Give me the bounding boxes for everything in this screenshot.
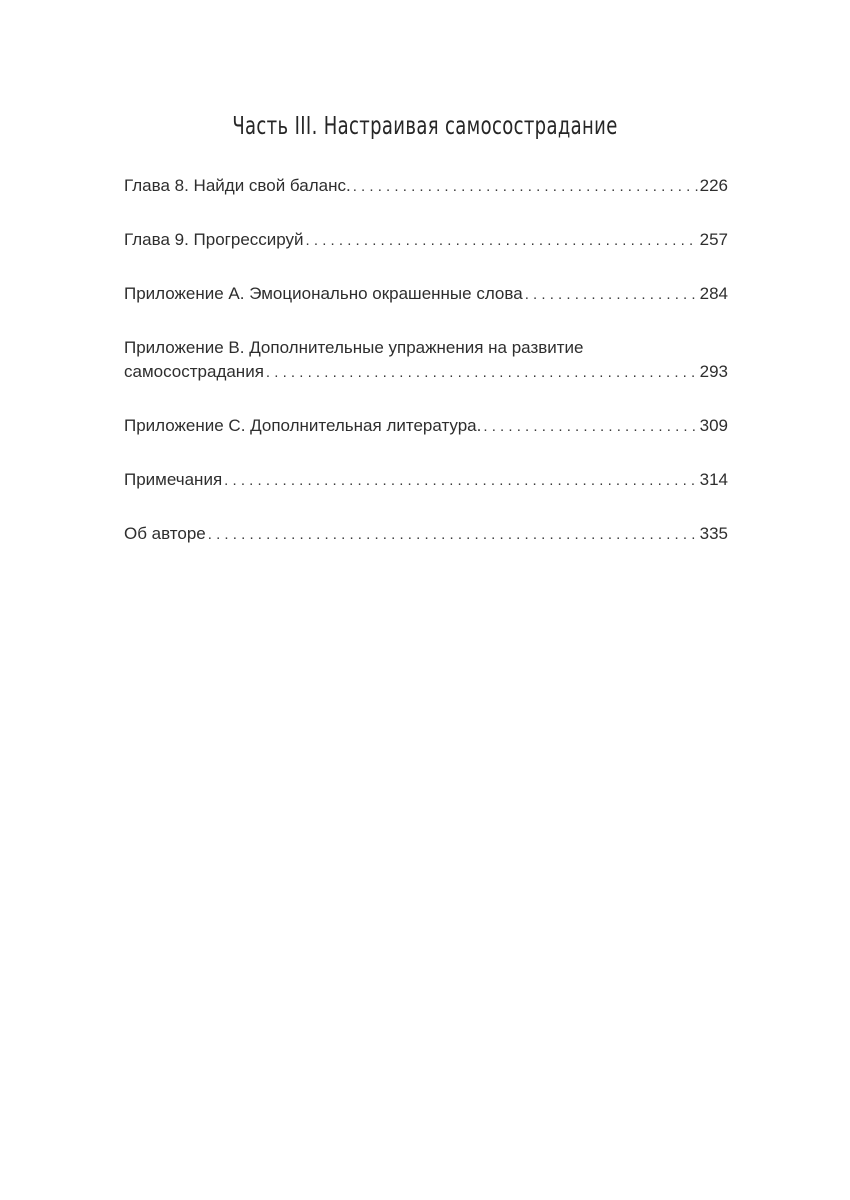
toc-entry-about-author[interactable] — [124, 523, 728, 545]
toc-entry-title: самосострадания — [124, 362, 264, 381]
toc-entry-title: Об авторе — [124, 524, 206, 543]
dot-leader — [353, 176, 698, 198]
toc-entry-title: Глава 9. Прогрессируй — [124, 230, 304, 249]
toc-page-number: 257 — [699, 230, 728, 249]
toc-entry-appendix-c[interactable] — [124, 415, 728, 437]
toc-entry-title: Глава 8. Найди свой баланс. — [124, 176, 351, 195]
dot-leader — [224, 470, 697, 492]
toc-page-number: 314 — [699, 470, 728, 489]
toc-entry-title: Примечания — [124, 470, 223, 489]
toc-page-number: 309 — [699, 416, 728, 435]
toc-page-number: 226 — [699, 176, 728, 195]
dot-leader — [483, 416, 697, 438]
toc-entry-title: Приложение А. Эмоционально окрашенные слова — [124, 284, 523, 303]
toc-page-number: 335 — [699, 524, 728, 543]
toc-page-number: 284 — [699, 284, 728, 303]
toc-entry-title-line-1: Приложение В. Дополнительные упражнения на развитие — [124, 338, 584, 357]
dot-leader — [525, 284, 698, 306]
toc-entry-chapter-9[interactable] — [124, 229, 728, 251]
toc-entry-chapter-8[interactable] — [124, 175, 728, 197]
toc-entry-appendix-b[interactable] — [124, 335, 728, 383]
toc-entry-title: Приложение С. Дополнительная литература. — [124, 416, 482, 435]
toc-page-number: 293 — [699, 362, 728, 381]
dot-leader — [266, 362, 698, 384]
dot-leader — [208, 524, 698, 546]
toc-entry-notes[interactable] — [124, 469, 728, 491]
dot-leader — [306, 230, 698, 252]
part-title: Часть III. Настраивая самосострадание — [232, 111, 618, 140]
toc-entry-appendix-a[interactable] — [124, 283, 728, 305]
